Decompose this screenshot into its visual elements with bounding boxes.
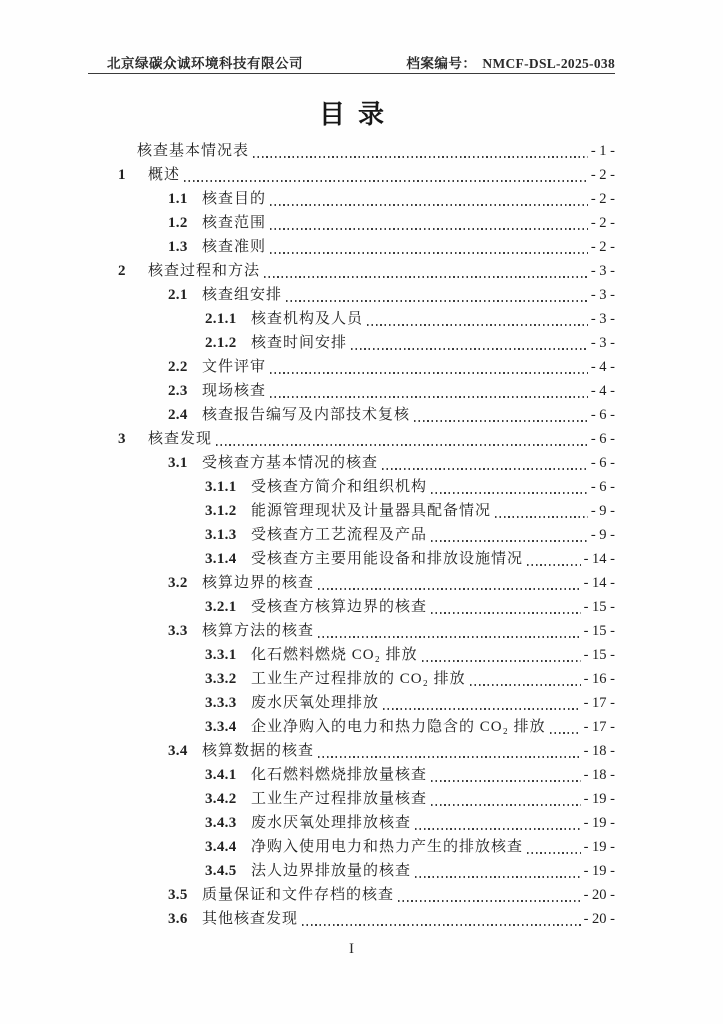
toc-entry-title: 核查准则 (202, 239, 267, 255)
toc-entry-number: 3.4 (168, 743, 188, 759)
toc-entry-title: 受核查方主要用能设备和排放设施情况 (251, 551, 524, 567)
toc-list (88, 139, 615, 931)
toc-row (88, 811, 615, 835)
toc-entry-page: - 15 - (583, 647, 615, 663)
toc-entry-number: 3.3.1 (205, 647, 237, 663)
page-header (88, 52, 615, 72)
dotted-leader (253, 156, 588, 158)
toc-entry-number: 3.6 (168, 911, 188, 927)
toc-entry-number: 2.1.1 (205, 311, 237, 327)
toc-row (88, 523, 615, 547)
toc-entry-number: 2.1.2 (205, 335, 237, 351)
toc-entry-page: - 2 - (590, 191, 615, 207)
toc-row (88, 259, 615, 283)
toc-row (88, 787, 615, 811)
dotted-leader (270, 372, 588, 374)
file-number-label: 档案编号： (406, 56, 477, 71)
toc-entry-number: 3.2 (168, 575, 188, 591)
toc-row (88, 571, 615, 595)
toc-row (88, 715, 615, 739)
toc-entry-title: 废水厌氧处理排放 (251, 695, 380, 711)
toc-entry-number: 3.3 (168, 623, 188, 639)
toc-entry-title: 法人边界排放量的核查 (251, 863, 412, 879)
toc-entry-title: 质量保证和文件存档的核查 (202, 887, 395, 903)
toc-entry-page: - 14 - (583, 551, 615, 567)
toc-row (88, 139, 615, 163)
header-company-name: 北京绿碳众诚环境科技有限公司 (107, 56, 303, 71)
toc-entry-page: - 1 - (590, 143, 615, 159)
toc-entry-page: - 3 - (590, 287, 615, 303)
toc-row (88, 307, 615, 331)
toc-entry-page: - 19 - (583, 839, 615, 855)
dotted-leader (495, 516, 588, 518)
toc-entry-number: 3 (118, 431, 126, 447)
toc-entry-page: - 19 - (583, 791, 615, 807)
toc-entry-title: 核查目的 (202, 191, 267, 207)
toc-row (88, 163, 615, 187)
toc-row (88, 835, 615, 859)
toc-entry-number: 3.1.4 (205, 551, 237, 567)
toc-entry-title: 净购入使用电力和热力产生的排放核查 (251, 839, 524, 855)
toc-row (88, 379, 615, 403)
toc-entry-title: 核查过程和方法 (148, 263, 261, 279)
toc-row (88, 403, 615, 427)
dotted-leader (382, 468, 588, 470)
toc-row (88, 667, 615, 691)
toc-entry-number: 3.3.4 (205, 719, 237, 735)
toc-entry-number: 3.1.2 (205, 503, 237, 519)
toc-entry-title: 核算方法的核查 (202, 623, 315, 639)
toc-entry-page: - 17 - (583, 719, 615, 735)
toc-entry-page: - 6 - (590, 431, 615, 447)
toc-entry-page: - 2 - (590, 239, 615, 255)
dotted-leader (318, 588, 581, 590)
toc-row (88, 547, 615, 571)
dotted-leader (470, 684, 581, 686)
toc-entry-page: - 20 - (583, 887, 615, 903)
toc-entry-title: 受核查方简介和组织机构 (251, 479, 428, 495)
toc-entry-title: 化石燃料燃烧排放量核查 (251, 767, 428, 783)
dotted-leader (431, 540, 588, 542)
toc-entry-number: 2 (118, 263, 126, 279)
header-file-number (406, 52, 615, 72)
toc-entry-page: - 19 - (583, 863, 615, 879)
dotted-leader (286, 300, 588, 302)
toc-entry-title: 现场核查 (202, 383, 267, 399)
toc-entry-number: 3.4.2 (205, 791, 237, 807)
toc-entry-title: 企业净购入的电力和热力隐含的 CO₂ 排放 (251, 719, 546, 735)
toc-entry-title: 核查组安排 (202, 287, 283, 303)
toc-entry-number: 3.4.3 (205, 815, 237, 831)
toc-entry-title: 工业生产过程排放量核查 (251, 791, 428, 807)
toc-entry-title: 核查机构及人员 (251, 311, 364, 327)
dotted-leader (270, 252, 588, 254)
dotted-leader (414, 420, 588, 422)
toc-entry-page: - 16 - (583, 671, 615, 687)
toc-entry-page: - 18 - (583, 767, 615, 783)
toc-entry-title: 能源管理现状及计量器具配备情况 (251, 503, 492, 519)
toc-entry-page: - 15 - (583, 623, 615, 639)
dotted-leader (318, 756, 581, 758)
toc-entry-page: - 2 - (590, 167, 615, 183)
toc-entry-title: 受核查方核算边界的核查 (251, 599, 428, 615)
toc-entry-page: - 3 - (590, 263, 615, 279)
toc-row (88, 331, 615, 355)
dotted-leader (527, 564, 581, 566)
toc-entry-number: 2.1 (168, 287, 188, 303)
toc-entry-number: 3.4.1 (205, 767, 237, 783)
toc-row (88, 235, 615, 259)
toc-entry-page: - 4 - (590, 383, 615, 399)
toc-entry-number: 3.4.5 (205, 863, 237, 879)
toc-entry-number: 3.1.1 (205, 479, 237, 495)
toc-entry-number: 3.3.2 (205, 671, 237, 687)
toc-entry-number: 3.1.3 (205, 527, 237, 543)
dotted-leader (351, 348, 588, 350)
header-rule (88, 73, 615, 74)
toc-entry-page: - 14 - (583, 575, 615, 591)
toc-row (88, 907, 615, 931)
toc-row (88, 595, 615, 619)
toc-entry-page: - 3 - (590, 335, 615, 351)
dotted-leader (367, 324, 588, 326)
dotted-leader (318, 636, 581, 638)
toc-entry-title: 核查发现 (148, 431, 213, 447)
dotted-leader (383, 708, 581, 710)
dotted-leader (398, 900, 581, 902)
toc-row (88, 499, 615, 523)
toc-row (88, 427, 615, 451)
toc-row (88, 619, 615, 643)
toc-entry-title: 概述 (148, 167, 181, 183)
toc-row (88, 643, 615, 667)
toc-entry-number: 2.4 (168, 407, 188, 423)
toc-row (88, 883, 615, 907)
toc-entry-number: 2.2 (168, 359, 188, 375)
dotted-leader (270, 228, 588, 230)
toc-row (88, 739, 615, 763)
toc-row (88, 691, 615, 715)
toc-entry-page: - 18 - (583, 743, 615, 759)
dotted-leader (184, 180, 588, 182)
dotted-leader (302, 924, 581, 926)
toc-entry-title: 受核查方基本情况的核查 (202, 455, 379, 471)
dotted-leader (415, 828, 581, 830)
toc-entry-page: - 15 - (583, 599, 615, 615)
file-number-value: NMCF-DSL-2025-038 (482, 56, 615, 71)
toc-entry-page: - 4 - (590, 359, 615, 375)
footer-page-number: I (349, 941, 354, 957)
dotted-leader (431, 612, 581, 614)
toc-entry-number: 3.5 (168, 887, 188, 903)
toc-entry-number: 1.1 (168, 191, 188, 207)
dotted-leader (431, 804, 581, 806)
toc-row (88, 187, 615, 211)
toc-entry-page: - 20 - (583, 911, 615, 927)
toc-entry-title: 其他核查发现 (202, 911, 299, 927)
toc-entry-title: 工业生产过程排放的 CO₂ 排放 (251, 671, 466, 687)
dotted-leader (270, 204, 588, 206)
toc-entry-number: 1.3 (168, 239, 188, 255)
toc-entry-page: - 6 - (590, 479, 615, 495)
toc-entry-title: 文件评审 (202, 359, 267, 375)
dotted-leader (527, 852, 581, 854)
toc-row (88, 355, 615, 379)
toc-entry-title: 核算数据的核查 (202, 743, 315, 759)
toc-entry-title: 核查基本情况表 (137, 143, 250, 159)
toc-entry-page: - 17 - (583, 695, 615, 711)
dotted-leader (431, 492, 588, 494)
toc-row (88, 475, 615, 499)
toc-entry-number: 3.2.1 (205, 599, 237, 615)
toc-entry-title: 核算边界的核查 (202, 575, 315, 591)
toc-entry-number: 3.3.3 (205, 695, 237, 711)
dotted-leader (270, 396, 588, 398)
toc-row (88, 211, 615, 235)
toc-entry-number: 3.4.4 (205, 839, 237, 855)
toc-entry-page: - 9 - (590, 527, 615, 543)
dotted-leader (264, 276, 588, 278)
dotted-leader (415, 876, 581, 878)
toc-entry-title: 核查报告编写及内部技术复核 (202, 407, 411, 423)
toc-entry-title: 核查时间安排 (251, 335, 348, 351)
toc-row (88, 283, 615, 307)
dotted-leader (550, 732, 581, 734)
dotted-leader (216, 444, 588, 446)
toc-row (88, 451, 615, 475)
toc-entry-title: 化石燃料燃烧 CO₂ 排放 (251, 647, 418, 663)
toc-entry-page: - 3 - (590, 311, 615, 327)
toc-row (88, 859, 615, 883)
dotted-leader (422, 660, 581, 662)
toc-entry-title: 受核查方工艺流程及产品 (251, 527, 428, 543)
toc-entry-page: - 2 - (590, 215, 615, 231)
toc-entry-number: 2.3 (168, 383, 188, 399)
toc-row (88, 763, 615, 787)
toc-entry-number: 1.2 (168, 215, 188, 231)
toc-entry-number: 3.1 (168, 455, 188, 471)
toc-entry-page: - 9 - (590, 503, 615, 519)
toc-page-title: 目录 (318, 100, 397, 129)
dotted-leader (431, 780, 581, 782)
toc-entry-title: 核查范围 (202, 215, 267, 231)
toc-entry-page: - 6 - (590, 407, 615, 423)
toc-entry-number: 1 (118, 167, 126, 183)
toc-entry-page: - 6 - (590, 455, 615, 471)
toc-entry-page: - 19 - (583, 815, 615, 831)
toc-entry-title: 废水厌氧处理排放核查 (251, 815, 412, 831)
